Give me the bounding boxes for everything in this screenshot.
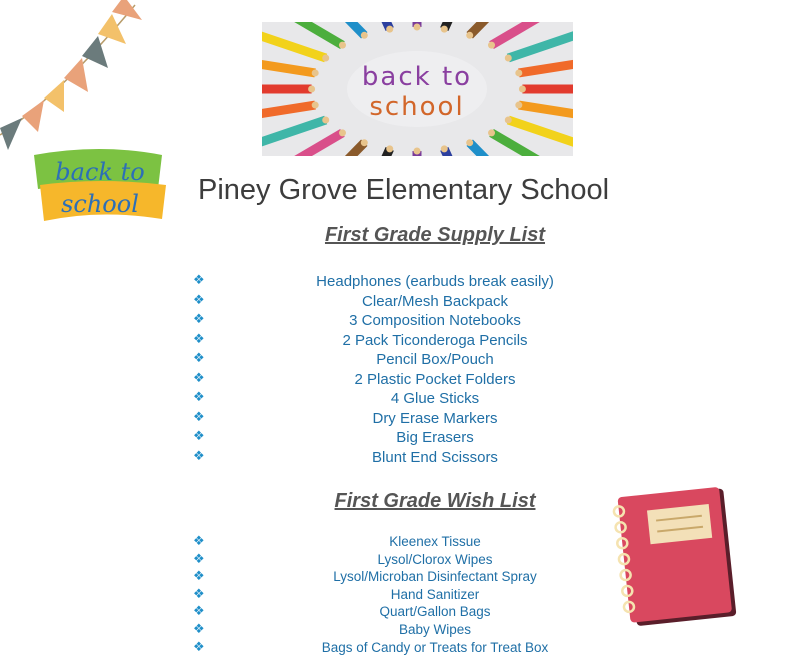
pencil-tip-icon: [466, 32, 473, 39]
list-item-text: 3 Composition Notebooks: [349, 312, 521, 329]
list-item: [0, 640, 800, 658]
pencil-tip-icon: [339, 42, 346, 49]
list-item-text: Kleenex Tissue: [389, 534, 481, 549]
diamond-bullet-icon: ❖: [193, 330, 205, 346]
back-to-school-banner: [262, 22, 573, 156]
pencil-tip-icon: [386, 145, 393, 152]
pencil-tip-icon: [488, 129, 495, 136]
pencil-tip-icon: [505, 55, 512, 62]
supply-list: [0, 273, 800, 468]
list-item: [0, 351, 800, 371]
pencil-tip-icon: [308, 86, 315, 93]
pencil-tip-icon: [515, 102, 522, 109]
list-item-text: Lysol/Microban Disinfectant Spray: [333, 569, 537, 585]
wish-list-title: First Grade Wish List: [334, 490, 536, 512]
list-item: [0, 390, 800, 410]
pencil-tip-icon: [466, 139, 473, 146]
pencil-tip-icon: [519, 86, 526, 93]
pencil-tip-icon: [386, 26, 393, 33]
pencil-tip-icon: [312, 69, 319, 76]
diamond-bullet-icon: ❖: [193, 620, 205, 636]
school-name: Piney Grove Elementary School: [198, 174, 610, 206]
pencil-tip-icon: [441, 145, 448, 152]
list-item: [0, 332, 800, 352]
diamond-bullet-icon: ❖: [193, 389, 205, 404]
list-item-text: Pencil Box/Pouch: [376, 351, 494, 368]
list-item-text: Blunt End Scissors: [372, 448, 498, 466]
list-item: [0, 429, 800, 449]
list-item-text: Quart/Gallon Bags: [379, 604, 491, 620]
diamond-bullet-icon: ❖: [193, 533, 205, 548]
banner-line1: back to: [361, 62, 473, 92]
pencil-tip-icon: [361, 139, 368, 146]
list-item-text: Dry Erase Markers: [372, 409, 498, 427]
list-item-text: 2 Plastic Pocket Folders: [354, 370, 516, 388]
pencil-tip-icon: [322, 117, 329, 124]
list-item: [0, 449, 800, 469]
list-item: [0, 293, 800, 313]
supply-list-title: First Grade Supply List: [324, 224, 546, 246]
logo-line2: school: [61, 190, 139, 218]
list-item: [0, 410, 800, 430]
pencil-tip-icon: [312, 102, 319, 109]
list-item-text: Headphones (earbuds break easily): [316, 273, 554, 290]
pencil-tip-icon: [339, 129, 346, 136]
diamond-bullet-icon: ❖: [193, 568, 205, 584]
diamond-bullet-icon: ❖: [193, 603, 205, 619]
list-item-text: Baby Wipes: [398, 621, 472, 637]
logo-line1: back to: [55, 158, 145, 186]
pencil-tip-icon: [441, 26, 448, 33]
diamond-bullet-icon: ❖: [193, 311, 205, 326]
diamond-bullet-icon: ❖: [193, 350, 205, 365]
diamond-bullet-icon: ❖: [193, 638, 205, 654]
diamond-bullet-icon: ❖: [193, 447, 205, 463]
list-item-text: Hand Sanitizer: [390, 586, 480, 602]
diamond-bullet-icon: ❖: [193, 550, 205, 566]
pencil-tip-icon: [505, 117, 512, 124]
diamond-bullet-icon: ❖: [193, 369, 205, 385]
diamond-bullet-icon: ❖: [193, 585, 205, 601]
pencil-tip-icon: [515, 69, 522, 76]
pencil-tip-icon: [414, 24, 421, 31]
diamond-bullet-icon: ❖: [193, 428, 205, 443]
diamond-bullet-icon: ❖: [193, 408, 205, 424]
list-item: [0, 273, 800, 293]
list-item-text: Clear/Mesh Backpack: [362, 292, 508, 310]
list-item: [0, 371, 800, 391]
pencil-tip-icon: [322, 55, 329, 62]
diamond-bullet-icon: ❖: [193, 291, 205, 307]
list-item-text: Lysol/Clorox Wipes: [377, 551, 493, 567]
back-to-school-logo: [30, 145, 170, 225]
diamond-bullet-icon: ❖: [193, 272, 205, 287]
list-item-text: Big Erasers: [396, 429, 474, 446]
pencil-tip-icon: [488, 42, 495, 49]
bunting-decoration-icon: [0, 0, 170, 160]
pencil-tip-icon: [414, 148, 421, 155]
list-item-text: 4 Glue Sticks: [390, 390, 480, 407]
banner-line2: school: [369, 92, 465, 122]
list-item-text: 2 Pack Ticonderoga Pencils: [342, 331, 528, 349]
list-item: [0, 312, 800, 332]
pencil-tip-icon: [361, 32, 368, 39]
notebook-icon: [608, 486, 738, 628]
list-item-text: Bags of Candy or Treats for Treat Box: [321, 639, 549, 655]
